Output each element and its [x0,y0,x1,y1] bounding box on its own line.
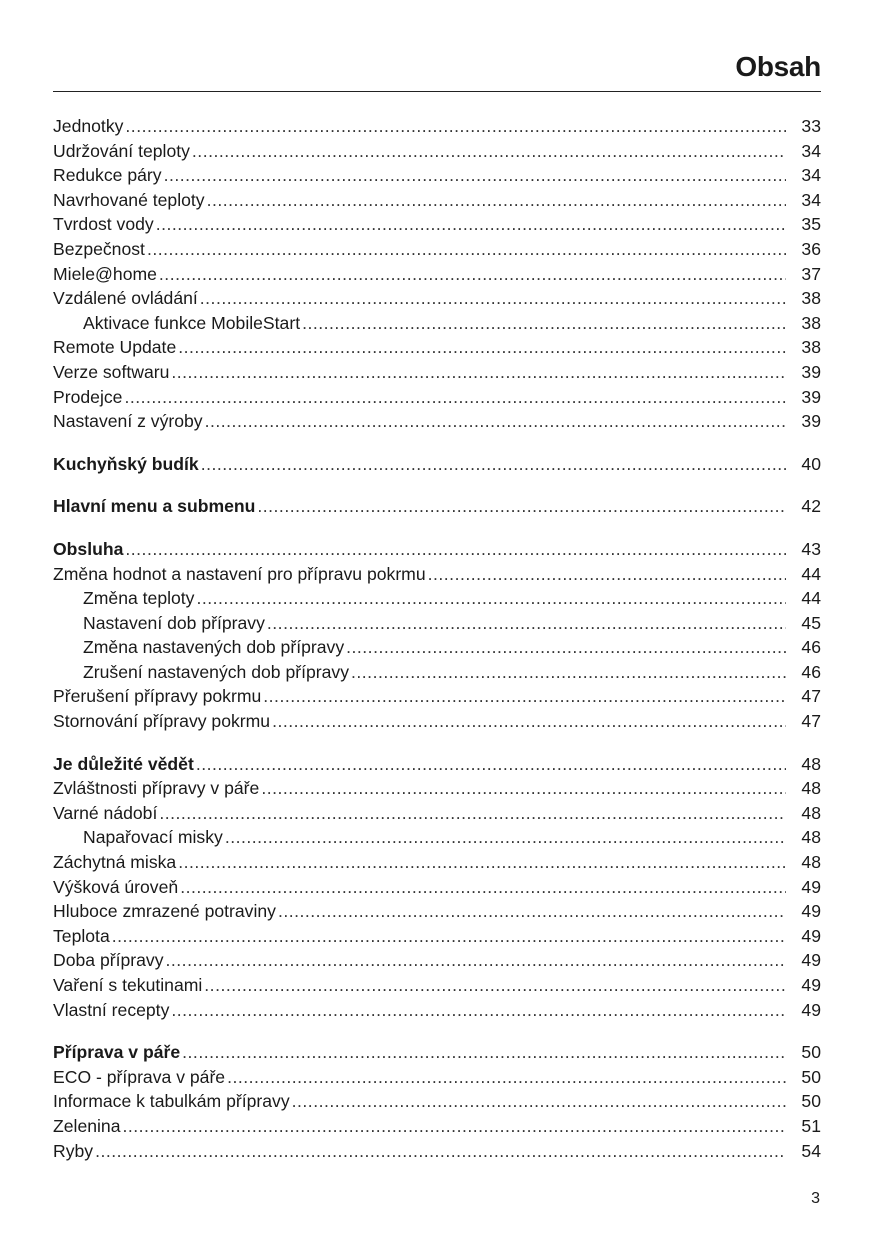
dot-leader [278,899,786,924]
toc-entry-page: 43 [801,538,821,559]
page-title: Obsah [735,51,821,82]
toc-subentry[interactable] [53,635,821,660]
toc-entry[interactable] [53,114,821,139]
dot-leader [200,286,786,311]
toc-entry[interactable] [53,801,821,826]
toc-entry-page: 50 [801,1066,821,1087]
toc-entry-label: Stornování přípravy pokrmu [53,711,271,732]
toc-entry-page: 49 [801,975,821,995]
toc-entry-page: 39 [801,361,821,382]
dot-leader [125,114,786,139]
toc-entry-label: Miele@home [53,263,157,284]
toc-entry-page: 54 [801,1140,821,1161]
toc-entry-label: Změna teploty [83,588,195,609]
toc-entry[interactable] [53,875,821,900]
toc-entry-page: 49 [801,876,821,897]
dot-leader [257,494,786,519]
toc-entry[interactable] [53,562,821,587]
toc-section-heading[interactable] [53,452,821,477]
dot-leader [225,825,786,850]
toc-entry-label: Varné nádobí [53,802,158,823]
toc-entry[interactable] [53,684,821,709]
toc-entry[interactable] [53,1114,821,1139]
toc-entry-label: Ryby [53,1140,94,1161]
toc-entry-page: 48 [801,778,821,799]
dot-leader [125,537,786,562]
dot-leader [302,311,786,336]
dot-leader [196,752,786,777]
toc-entry-page: 46 [801,661,821,682]
dot-leader [196,586,786,611]
toc-entry-page: 35 [801,214,821,235]
toc-entry[interactable] [53,948,821,973]
toc-entry-page: 50 [801,1091,821,1112]
table-of-contents [53,114,821,1163]
dot-leader [267,611,786,636]
toc-entry-page: 49 [801,950,821,971]
toc-entry-label: Informace k tabulkám přípravy [53,1091,290,1112]
toc-entry-page: 38 [801,337,821,358]
toc-entry-page: 48 [801,802,821,823]
toc-entry-page: 44 [801,563,821,584]
toc-entry-label: Výšková úroveň [53,876,179,897]
toc-entry-label: Příprava v páře [53,1042,181,1063]
toc-entry-page: 50 [801,1042,821,1063]
toc-entry-label: Změna nastavených dob přípravy [83,637,345,658]
toc-entry-label: Vzdálené ovládání [53,288,198,309]
toc-section-heading[interactable] [53,1040,821,1065]
toc-entry[interactable] [53,1139,821,1164]
toc-entry[interactable] [53,286,821,311]
dot-leader [263,684,786,709]
toc-entry-label: Napařovací misky [83,827,223,848]
toc-entry-page: 42 [801,496,821,517]
toc-entry-page: 45 [801,612,821,633]
toc-section-heading[interactable] [53,537,821,562]
dot-leader [124,385,786,410]
toc-subentry[interactable] [53,660,821,685]
dot-leader [207,188,786,213]
dot-leader [346,635,786,660]
toc-subentry[interactable] [53,611,821,636]
dot-leader [171,360,786,385]
toc-entry-page: 48 [801,753,821,774]
dot-leader [171,998,786,1023]
toc-entry[interactable] [53,212,821,237]
toc-entry-label: Je důležité vědět [53,753,194,774]
dot-leader [95,1139,786,1164]
toc-entry-page: 34 [801,140,821,161]
toc-entry-label: Remote Update [53,337,177,358]
toc-entry-label: Verze softwaru [53,361,170,382]
toc-entry-page: 33 [801,116,821,136]
dot-leader [292,1089,786,1114]
toc-entry[interactable] [53,1089,821,1114]
dot-leader [180,875,786,900]
toc-entry-page: 38 [801,288,821,309]
toc-entry-label: Bezpečnost [53,238,145,259]
toc-entry-page: 34 [801,189,821,210]
toc-entry-label: Doba přípravy [53,950,164,971]
toc-section-heading[interactable] [53,752,821,777]
toc-entry-label: Aktivace funkce MobileStart [83,312,301,333]
toc-entry-label: Vlastní recepty [53,999,170,1020]
toc-entry[interactable] [53,385,821,410]
toc-entry-label: Zelenina [53,1115,121,1136]
toc-entry-label: Teplota [53,925,110,946]
toc-subentry[interactable] [53,586,821,611]
toc-entry-page: 40 [801,453,821,474]
toc-entry-label: Změna hodnot a nastavení pro přípravu pokrmu [53,563,426,584]
toc-entry[interactable] [53,709,821,734]
toc-entry-label: Záchytná miska [53,852,177,873]
toc-entry[interactable] [53,998,821,1023]
toc-entry[interactable] [53,1065,821,1090]
dot-leader [156,212,786,237]
toc-entry-page: 51 [801,1115,821,1136]
toc-entry-page: 38 [801,312,821,333]
toc-entry[interactable] [53,776,821,801]
dot-leader [159,801,786,826]
toc-entry-page: 46 [801,637,821,658]
dot-leader [159,262,786,287]
toc-entry-page: 49 [801,999,821,1020]
toc-entry[interactable] [53,188,821,213]
dot-leader [204,973,786,998]
toc-section-heading[interactable] [53,494,821,519]
toc-entry-page: 34 [801,165,821,186]
toc-entry-label: Hluboce zmrazené potraviny [53,901,276,922]
dot-leader [205,409,786,434]
toc-entry-page: 49 [801,925,821,946]
dot-leader [227,1065,786,1090]
toc-entry-label: Zvláštnosti přípravy v páře [53,778,260,799]
dot-leader [182,1040,786,1065]
toc-subentry[interactable] [53,825,821,850]
toc-entry[interactable] [53,899,821,924]
toc-entry-label: Kuchyňský budík [53,453,199,474]
toc-entry[interactable] [53,409,821,434]
toc-entry-page: 39 [801,411,821,432]
toc-entry-label: Udržování teploty [53,140,190,161]
toc-entry-label: Nastavení dob přípravy [83,612,265,633]
toc-entry-page: 49 [801,901,821,922]
toc-entry-page: 47 [801,686,821,707]
toc-entry-label: ECO - příprava v páře [53,1066,226,1087]
dot-leader [166,948,786,973]
toc-entry[interactable] [53,973,821,998]
toc-entry-label: Jednotky [53,116,124,136]
toc-entry-page: 48 [801,852,821,873]
toc-entry[interactable] [53,262,821,287]
toc-entry-label: Prodejce [53,386,123,407]
toc-entry-page: 39 [801,386,821,407]
toc-entry-label: Navrhované teploty [53,189,205,210]
dot-leader [178,850,786,875]
toc-entry-label: Obsluha [53,538,124,559]
toc-entry-page: 37 [801,263,821,284]
page-number: 3 [811,1190,820,1207]
title-divider [53,91,821,92]
dot-leader [261,776,786,801]
dot-leader [428,562,786,587]
toc-entry[interactable] [53,163,821,188]
toc-entry-label: Zrušení nastavených dob přípravy [83,661,350,682]
toc-entry[interactable] [53,924,821,949]
toc-entry-label: Nastavení z výroby [53,411,203,432]
toc-entry[interactable] [53,850,821,875]
dot-leader [147,237,786,262]
toc-entry[interactable] [53,360,821,385]
toc-entry[interactable] [53,237,821,262]
dot-leader [123,1114,787,1139]
toc-entry-label: Vaření s tekutinami [53,975,203,995]
toc-entry-label: Hlavní menu a submenu [53,496,256,517]
dot-leader [201,452,786,477]
toc-entry-label: Redukce páry [53,165,162,186]
dot-leader [272,709,786,734]
dot-leader [192,139,786,164]
dot-leader [112,924,786,949]
toc-entry-page: 47 [801,711,821,732]
toc-entry-page: 48 [801,827,821,848]
toc-entry[interactable] [53,335,821,360]
toc-entry-label: Přerušení přípravy pokrmu [53,686,262,707]
toc-entry[interactable] [53,139,821,164]
toc-entry-label: Tvrdost vody [53,214,154,235]
toc-entry-page: 36 [801,238,821,259]
toc-entry-page: 44 [801,588,821,609]
toc-subentry[interactable] [53,311,821,336]
dot-leader [164,163,786,188]
dot-leader [351,660,786,685]
dot-leader [178,335,786,360]
